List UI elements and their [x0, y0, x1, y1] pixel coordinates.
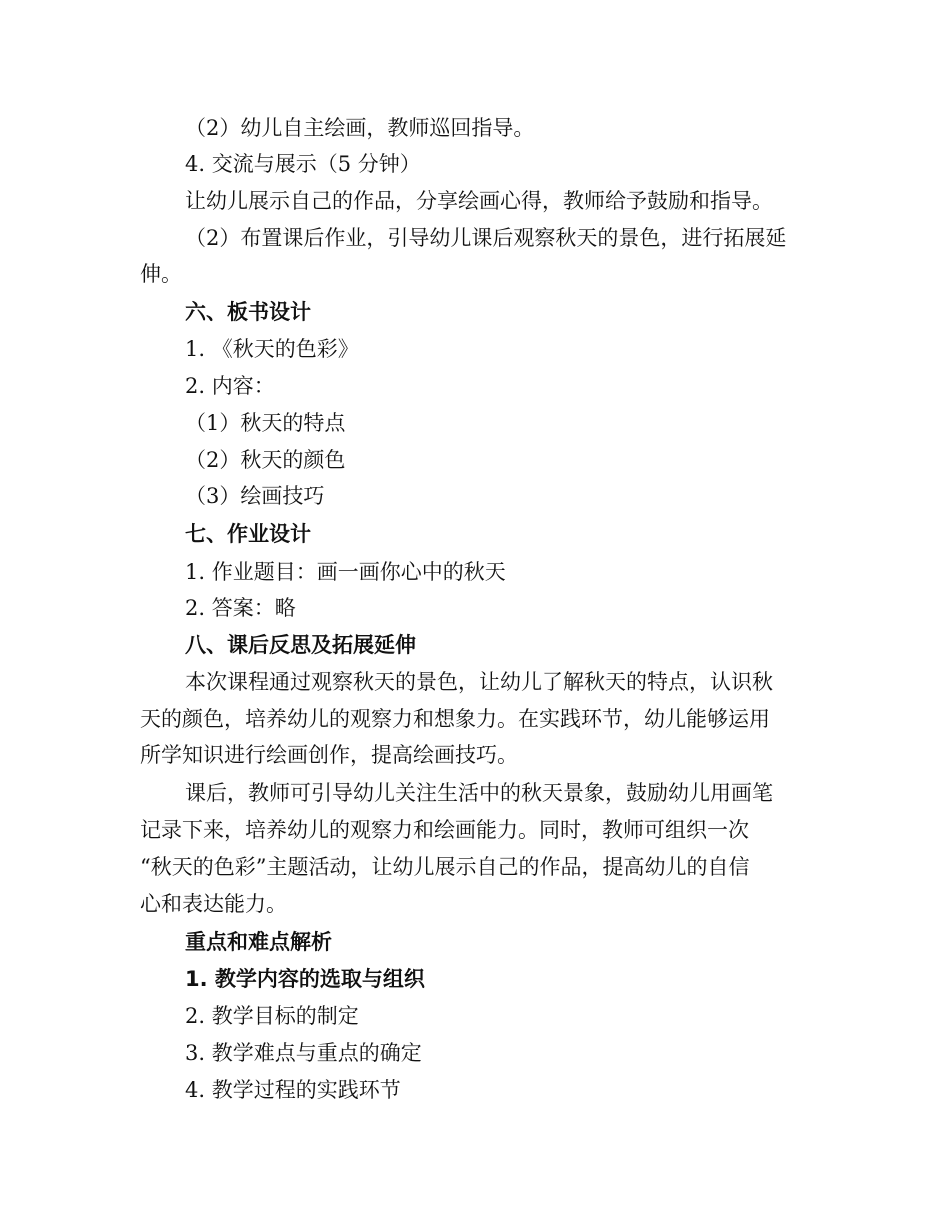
- paragraph-line: 所学知识进行绘画创作，提高绘画技巧。: [140, 743, 518, 767]
- list-item: 1. 教学内容的选取与组织: [185, 967, 425, 991]
- paragraph-line: 本次课程通过观察秋天的景色，让幼儿了解秋天的特点，认识秋: [185, 670, 773, 694]
- list-item: 1. 《秋天的色彩》: [185, 337, 359, 361]
- paragraph-line: 让幼儿展示自己的作品，分享绘画心得，教师给予鼓励和指导。: [185, 189, 773, 213]
- list-item: 2. 内容：: [185, 374, 275, 398]
- list-item: 3. 教学难点与重点的确定: [185, 1041, 422, 1065]
- list-item: （1）秋天的特点: [185, 411, 346, 435]
- paragraph-line: 记录下来，培养幼儿的观察力和绘画能力。同时，教师可组织一次: [140, 818, 749, 842]
- paragraph-line: （2）布置课后作业，引导幼儿课后观察秋天的景色，进行拓展延: [185, 226, 787, 250]
- section-heading: 六、板书设计: [185, 300, 311, 324]
- list-item: 4. 教学过程的实践环节: [185, 1078, 401, 1102]
- list-item: 2. 答案：略: [185, 596, 296, 620]
- section-heading: 七、作业设计: [185, 522, 311, 546]
- paragraph-line: 天的颜色，培养幼儿的观察力和想象力。在实践环节，幼儿能够运用: [140, 707, 770, 731]
- list-item: （3）绘画技巧: [185, 484, 325, 508]
- paragraph-line: “秋天的色彩”主题活动，让幼儿展示自己的作品，提高幼儿的自信: [140, 855, 750, 879]
- paragraph-line: （2）幼儿自主绘画，教师巡回指导。: [185, 116, 535, 140]
- paragraph-line: 心和表达能力。: [140, 892, 287, 916]
- paragraph-line: 伸。: [140, 262, 182, 286]
- list-item: （2）秋天的颜色: [185, 448, 346, 472]
- list-item: 4. 交流与展示（5 分钟）: [185, 152, 421, 176]
- section-heading: 八、课后反思及拓展延伸: [185, 633, 416, 657]
- paragraph-line: 课后，教师可引导幼儿关注生活中的秋天景象，鼓励幼儿用画笔: [185, 781, 773, 805]
- list-item: 1. 作业题目：画一画你心中的秋天: [185, 560, 506, 584]
- section-heading: 重点和难点解析: [185, 930, 332, 954]
- list-item: 2. 教学目标的制定: [185, 1004, 359, 1028]
